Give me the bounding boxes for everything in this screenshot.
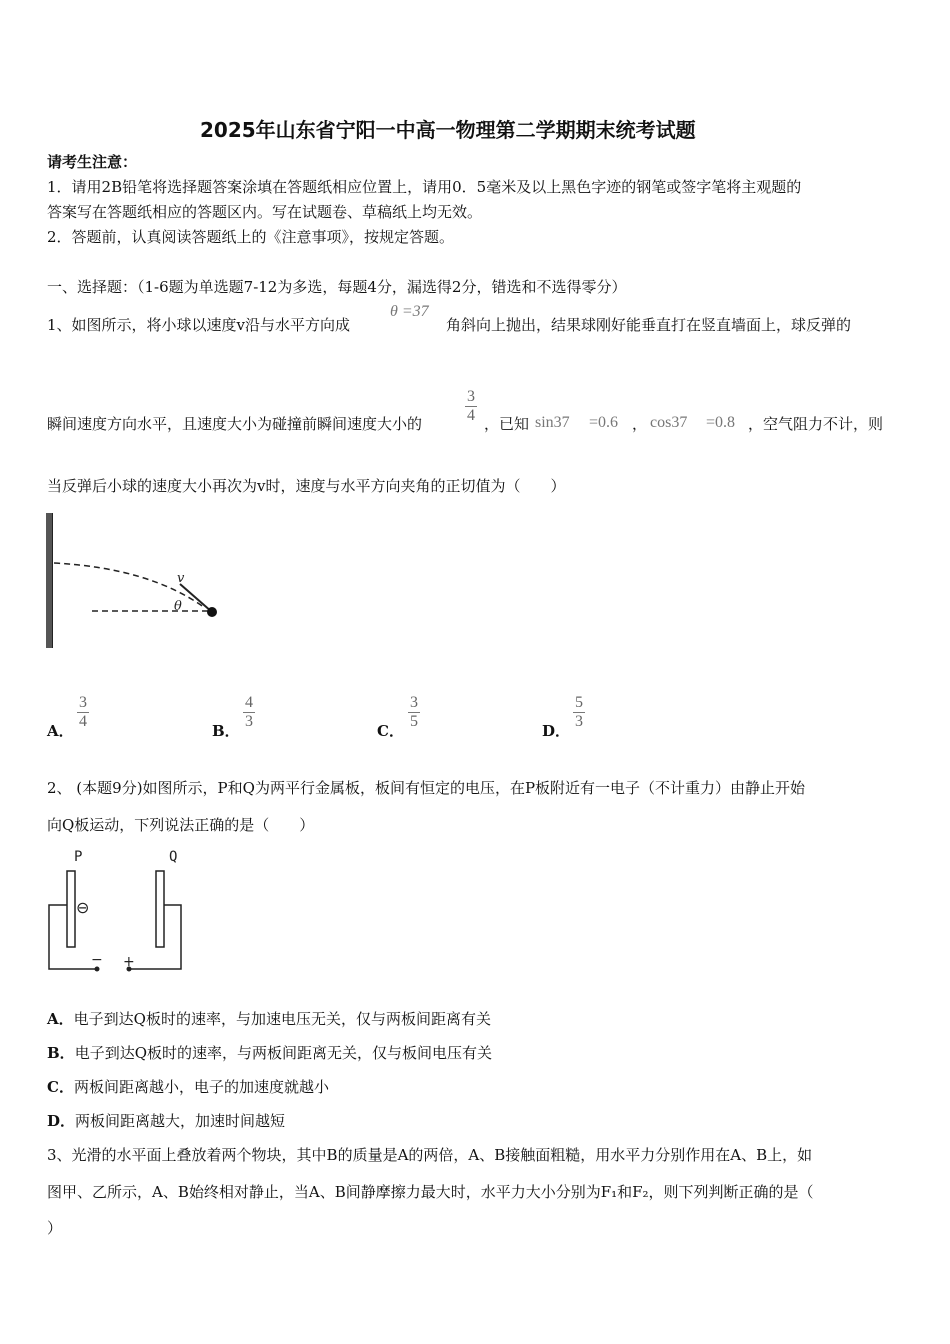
page-title: 2025年山东省宁阳一中高一物理第二学期期末统考试题	[200, 118, 696, 142]
q2-option-c[interactable]	[47, 1077, 329, 1097]
q1-text-1: 1、如图所示，将小球以速度v沿与水平方向成	[47, 316, 351, 334]
option-num: 5	[575, 694, 583, 711]
q1-fraction-den: 4	[467, 407, 475, 424]
notice-heading: 请考生注意：	[47, 153, 138, 171]
option-fraction	[573, 694, 585, 731]
q1-text-6: 当反弹后小球的速度大小再次为v时，速度与水平方向夹角的正切值为（ ）	[47, 477, 566, 495]
option-num: 3	[410, 694, 418, 711]
notice-line-1b: 答案写在答题纸相应的答题区内。写在试题卷、草稿纸上均无效。	[47, 203, 483, 221]
electron-icon: ⊖	[76, 898, 90, 917]
option-text: 电子到达Q板时的速率，与加速电压无关，仅与两板间距离有关	[73, 1010, 491, 1028]
q1-text-5: ，空气阻力不计，则	[748, 415, 884, 433]
option-label: A．	[47, 722, 74, 740]
option-num: 3	[79, 694, 87, 711]
q1-cos-value: =0.8	[706, 414, 736, 431]
q1-theta-value: θ =37	[390, 303, 429, 320]
minus-label: −	[91, 952, 103, 968]
q1-fraction	[465, 388, 477, 425]
q1-fraction-num: 3	[467, 388, 475, 405]
option-den: 3	[245, 713, 253, 730]
q1-cos: cos37	[650, 414, 688, 431]
option-den: 5	[410, 713, 418, 730]
option-text: 电子到达Q板时的速率，与两板间距离无关，仅与板间电压有关	[74, 1044, 492, 1062]
q2-option-a[interactable]	[47, 1009, 491, 1029]
option-label: B．	[47, 1044, 75, 1062]
option-label: A．	[47, 1010, 74, 1028]
wire-right	[129, 905, 181, 969]
plate-q-label: Q	[169, 849, 178, 865]
q2-text-2: 向Q板运动，下列说法正确的是（ ）	[47, 816, 315, 834]
q3-text-3: ）	[47, 1219, 63, 1237]
option-num: 4	[245, 694, 253, 711]
v-label: v	[177, 571, 185, 586]
q2-option-b[interactable]	[47, 1043, 492, 1063]
option-text: 两板间距离越大，加速时间越短	[75, 1112, 286, 1130]
wall-hatching	[46, 513, 52, 648]
q1-comma: ，	[632, 415, 648, 433]
option-label: D．	[47, 1112, 76, 1130]
notice-line-1a: 1．请用2B铅笔将选择题答案涂填在答题纸相应位置上，请用0．5毫米及以上黑色字迹的钢笔或签字笔将主观题的	[47, 178, 802, 196]
ball	[207, 607, 217, 617]
option-fraction	[243, 694, 255, 731]
q1-sin: sin37	[535, 414, 570, 431]
option-text: 两板间距离越小，电子的加速度就越小	[73, 1078, 329, 1096]
wire-left	[49, 905, 97, 969]
plate-p	[67, 871, 75, 947]
q3-text-1: 3、光滑的水平面上叠放着两个物块，其中B的质量是A的两倍，A、B接触面粗糙，用水平力分别作用在A、B上，如	[47, 1146, 813, 1164]
q1-sin-value: =0.6	[589, 414, 619, 431]
theta-label: θ	[174, 599, 182, 614]
q1-text-4: ，已知	[484, 415, 530, 433]
plate-q	[156, 871, 164, 947]
q1-text-3: 瞬间速度方向水平，且速度大小为碰撞前瞬间速度大小的	[47, 415, 423, 433]
option-label: B．	[212, 722, 240, 740]
notice-line-2: 2．答题前，认真阅读答题纸上的《注意事项》，按规定答题。	[47, 228, 455, 246]
option-fraction	[408, 694, 420, 731]
velocity-arrow	[180, 584, 212, 612]
q1-text-2: 角斜向上抛出，结果球刚好能垂直打在竖直墙面上，球反弹的	[446, 316, 852, 334]
option-label: C．	[377, 722, 404, 740]
q2-text-1: 2、 (本题9分)如图所示，P和Q为两平行金属板，板间有恒定的电压，在P板附近有一电子（不计重力）由静止开始	[47, 779, 806, 797]
q1-options	[47, 694, 647, 744]
option-den: 4	[79, 713, 87, 730]
plus-label: +	[123, 954, 135, 970]
option-label: C．	[47, 1078, 74, 1096]
q3-text-2: 图甲、乙所示，A、B始终相对静止，当A、B间静摩擦力最大时，水平力大小分别为F₁和F₂，则下列判断正确的是（	[47, 1183, 814, 1201]
section-heading: 一、选择题：（1-6题为单选题7-12为多选，每题4分，漏选得2分，错选和不选得零分）	[47, 278, 627, 296]
q2-option-d[interactable]	[47, 1111, 285, 1131]
option-den: 3	[575, 713, 583, 730]
option-label: D．	[542, 722, 571, 740]
plate-p-label: P	[74, 849, 83, 865]
option-fraction	[77, 694, 89, 731]
q1-projectile-figure	[40, 508, 240, 653]
q2-plates-figure	[45, 843, 190, 978]
